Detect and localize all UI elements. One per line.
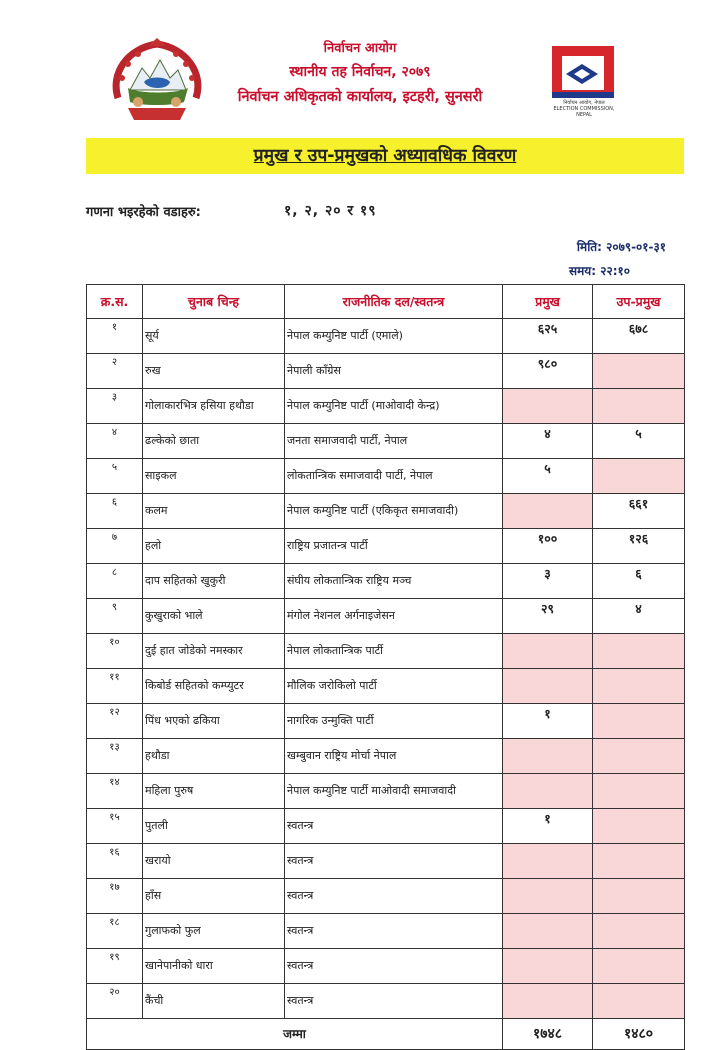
row-deputy-votes: ५ <box>593 424 685 459</box>
table-row <box>87 774 685 809</box>
row-deputy-votes: ४ <box>593 599 685 634</box>
row-chief-votes <box>503 774 593 809</box>
header-chief: प्रमुख <box>503 285 593 319</box>
row-party: लोकतान्त्रिक समाजवादी पार्टी, नेपाल <box>285 459 503 494</box>
row-serial: १४ <box>87 774 143 809</box>
title-banner <box>86 138 684 174</box>
row-chief-votes: ४ <box>503 424 593 459</box>
table-row <box>87 914 685 949</box>
row-symbol: हलो <box>143 529 285 564</box>
row-chief-votes: ५ <box>503 459 593 494</box>
row-serial: ७ <box>87 529 143 564</box>
row-serial: ३ <box>87 389 143 424</box>
row-party: जनता समाजवादी पार्टी, नेपाल <box>285 424 503 459</box>
row-chief-votes: ६२५ <box>503 319 593 354</box>
row-serial: १३ <box>87 739 143 774</box>
table-row <box>87 459 685 494</box>
row-chief-votes <box>503 634 593 669</box>
time-text: समय: २२:१० <box>569 264 630 278</box>
table-row <box>87 669 685 704</box>
row-party: मंगोल नेशनल अर्गनाइजेसन <box>285 599 503 634</box>
row-symbol: दुई हात जोडेको नमस्कार <box>143 634 285 669</box>
row-symbol: हथौडा <box>143 739 285 774</box>
counted-wards-label: गणना भइरहेको वडाहरु: <box>86 205 201 220</box>
row-deputy-votes <box>593 844 685 879</box>
row-symbol: हाँस <box>143 879 285 914</box>
row-serial: ६ <box>87 494 143 529</box>
table-row <box>87 634 685 669</box>
table-row <box>87 809 685 844</box>
row-party: स्वतन्त्र <box>285 879 503 914</box>
row-party: नेपाल कम्युनिष्ट पार्टी माओवादी समाजवादी <box>285 774 503 809</box>
row-serial: १८ <box>87 914 143 949</box>
row-serial: २ <box>87 354 143 389</box>
row-chief-votes: २९ <box>503 599 593 634</box>
row-chief-votes: १ <box>503 809 593 844</box>
table-row <box>87 564 685 599</box>
row-deputy-votes <box>593 984 685 1019</box>
row-deputy-votes: १२६ <box>593 529 685 564</box>
row-symbol: सूर्य <box>143 319 285 354</box>
counted-wards-value: १, २, २० र १९ <box>284 203 377 219</box>
table-row <box>87 319 685 354</box>
row-chief-votes <box>503 669 593 704</box>
row-symbol: पिंध भएको ढकिया <box>143 704 285 739</box>
row-chief-votes <box>503 494 593 529</box>
row-symbol: गोलाकारभित्र हसिया हथौडा <box>143 389 285 424</box>
row-chief-votes <box>503 739 593 774</box>
row-symbol: गुलाफको फुल <box>143 914 285 949</box>
row-deputy-votes <box>593 809 685 844</box>
row-party: स्वतन्त्र <box>285 809 503 844</box>
total-row <box>87 1019 685 1050</box>
row-serial: १० <box>87 634 143 669</box>
row-symbol: साइकल <box>143 459 285 494</box>
row-party: नेपाल लोकतान्त्रिक पार्टी <box>285 634 503 669</box>
header-party: राजनीतिक दल/स्वतन्त्र <box>285 285 503 319</box>
row-chief-votes: ९८० <box>503 354 593 389</box>
table-row <box>87 704 685 739</box>
row-symbol: दाप सहितको खुकुरी <box>143 564 285 599</box>
table-row <box>87 879 685 914</box>
table-row <box>87 739 685 774</box>
row-chief-votes <box>503 984 593 1019</box>
row-symbol: किबोर्ड सहितको कम्प्युटर <box>143 669 285 704</box>
table-row <box>87 389 685 424</box>
row-deputy-votes: ६ <box>593 564 685 599</box>
row-serial: १९ <box>87 949 143 984</box>
table-row <box>87 949 685 984</box>
row-party: मौलिक जरोकिलो पार्टी <box>285 669 503 704</box>
table-row <box>87 844 685 879</box>
row-symbol: ढल्केको छाता <box>143 424 285 459</box>
row-chief-votes <box>503 879 593 914</box>
header-deputy: उप-प्रमुख <box>593 285 685 319</box>
row-symbol: रुख <box>143 354 285 389</box>
row-serial: ४ <box>87 424 143 459</box>
row-party: स्वतन्त्र <box>285 844 503 879</box>
date-text: मिति: २०७९-०१-३१ <box>576 240 666 254</box>
ec-caption-nepali: निर्वाचन आयोग, नेपाल <box>563 100 605 106</box>
row-serial: ९ <box>87 599 143 634</box>
row-symbol: कैंची <box>143 984 285 1019</box>
row-deputy-votes <box>593 774 685 809</box>
row-party: संघीय लोकतान्त्रिक राष्ट्रिय मञ्च <box>285 564 503 599</box>
row-party: नेपाल कम्युनिष्ट पार्टी (माओवादी केन्द्र) <box>285 389 503 424</box>
row-serial: ५ <box>87 459 143 494</box>
row-chief-votes <box>503 389 593 424</box>
row-deputy-votes <box>593 704 685 739</box>
table-body <box>87 319 685 1019</box>
row-party: नेपाल कम्युनिष्ट पार्टी (एमाले) <box>285 319 503 354</box>
header-line-2: स्थानीय तह निर्वाचन, २०७९ <box>289 64 431 80</box>
table-row <box>87 529 685 564</box>
header-serial: क्र.स. <box>87 285 143 319</box>
header-symbol: चुनाब चिन्ह <box>143 285 285 319</box>
header-line-3: निर्वाचन अधिकृतको कार्यालय, इटहरी, सुनसरी <box>237 89 483 105</box>
row-symbol: खानेपानीको धारा <box>143 949 285 984</box>
row-symbol: कुखुराको भाले <box>143 599 285 634</box>
table-row <box>87 424 685 459</box>
row-serial: ११ <box>87 669 143 704</box>
row-serial: २० <box>87 984 143 1019</box>
row-party: स्वतन्त्र <box>285 949 503 984</box>
row-symbol: पुतली <box>143 809 285 844</box>
row-chief-votes: १ <box>503 704 593 739</box>
table-row <box>87 984 685 1019</box>
row-deputy-votes <box>593 949 685 984</box>
row-chief-votes: १०० <box>503 529 593 564</box>
row-serial: १ <box>87 319 143 354</box>
total-chief: १७४८ <box>503 1019 593 1050</box>
row-deputy-votes <box>593 879 685 914</box>
row-party: राष्ट्रिय प्रजातन्त्र पार्टी <box>285 529 503 564</box>
row-symbol: कलम <box>143 494 285 529</box>
row-party: खम्बुवान राष्ट्रिय मोर्चा नेपाल <box>285 739 503 774</box>
row-deputy-votes <box>593 914 685 949</box>
row-serial: १२ <box>87 704 143 739</box>
row-serial: १७ <box>87 879 143 914</box>
row-deputy-votes: ६७८ <box>593 319 685 354</box>
row-deputy-votes: ६६१ <box>593 494 685 529</box>
row-chief-votes <box>503 914 593 949</box>
row-symbol: खरायो <box>143 844 285 879</box>
row-party: नेपाल कम्युनिष्ट पार्टी (एकिकृत समाजवादी) <box>285 494 503 529</box>
row-symbol: महिला पुरुष <box>143 774 285 809</box>
row-party: स्वतन्त्र <box>285 914 503 949</box>
row-deputy-votes <box>593 669 685 704</box>
row-serial: ८ <box>87 564 143 599</box>
row-deputy-votes <box>593 634 685 669</box>
row-chief-votes: ३ <box>503 564 593 599</box>
row-serial: १५ <box>87 809 143 844</box>
table-row <box>87 599 685 634</box>
row-party: नागरिक उन्मुक्ति पार्टी <box>285 704 503 739</box>
total-label: जम्मा <box>87 1019 503 1050</box>
row-chief-votes <box>503 949 593 984</box>
page-title: प्रमुख र उप-प्रमुखको अध्यावधिक विवरण <box>253 146 517 166</box>
row-chief-votes <box>503 844 593 879</box>
header-line-1: निर्वाचन आयोग <box>323 41 397 56</box>
row-deputy-votes <box>593 389 685 424</box>
results-table <box>86 284 685 1050</box>
table-header-row <box>87 285 685 319</box>
row-party: स्वतन्त्र <box>285 984 503 1019</box>
row-party: नेपाली काँग्रेस <box>285 354 503 389</box>
table-row <box>87 354 685 389</box>
row-deputy-votes <box>593 354 685 389</box>
table-row <box>87 494 685 529</box>
row-serial: १६ <box>87 844 143 879</box>
ec-caption-english: ELECTION COMMISSION, NEPAL <box>553 106 615 118</box>
row-deputy-votes <box>593 739 685 774</box>
total-deputy: १४८० <box>593 1019 685 1050</box>
row-deputy-votes <box>593 459 685 494</box>
